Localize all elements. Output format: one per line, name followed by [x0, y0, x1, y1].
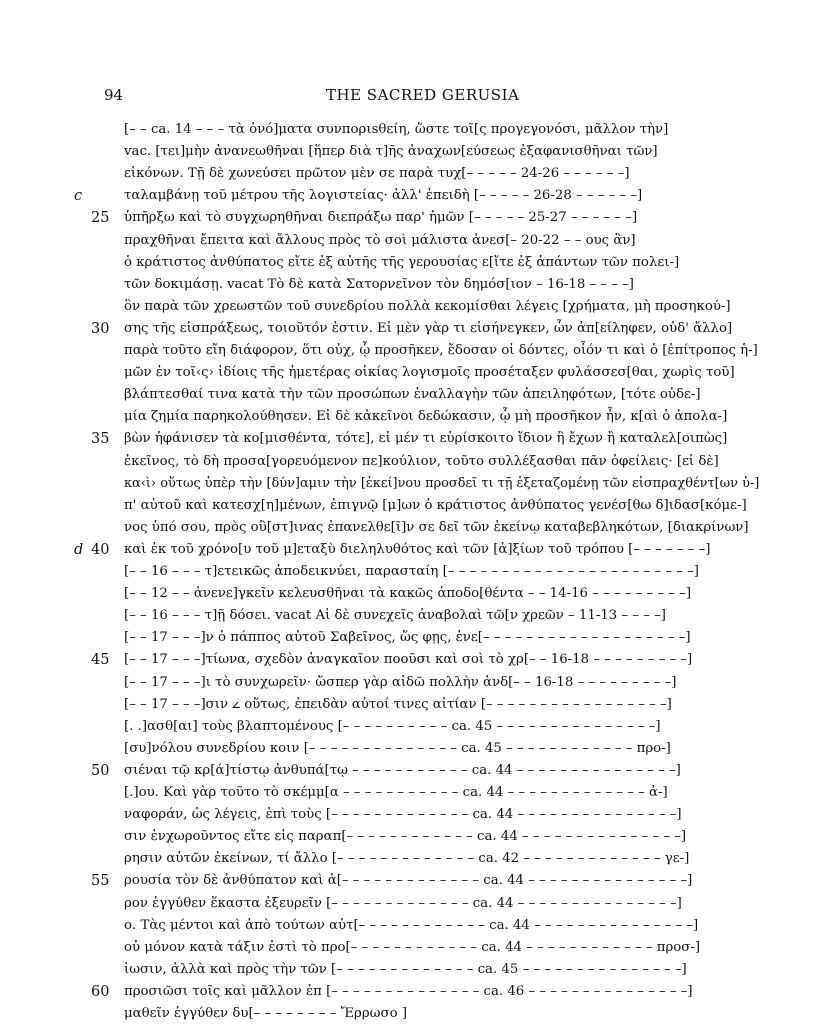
text-line: οὐ μόνον κατὰ τάξιν ἐστὶ τὸ προ[– – – – – – – – – – – – ca. 44 – – – – – – – – – – – – προσ-]	[124, 939, 701, 955]
text-line: [– – 16 – – – τ]ετεικῶς ἀποδεικνύει, παρασταίη [– – – – – – – – – – – – – – – – – – – – – – –]	[124, 564, 699, 579]
text-line: μῶν ἐν τοῖ‹ς› ἰδίοις τῆς ἡμετέρας οἰκίας λογισμοῖς προσέταξεν φυλάσσεσ[θαι, χωρὶς τοῦ]	[124, 365, 735, 381]
text-line: ταλαμβάνῃ τοῦ μέτρου τῆς λογιστείας· ἀλλ' ἐπειδὴ [– – – – – 26-28 – – – – – –]	[124, 188, 643, 204]
text-line: βλάπτεσθαί τινα κατὰ τὴν τῶν προσώπων ἐναλλαγὴν τῶν ἀπειληφότων, [τότε οὐδε-]	[124, 387, 701, 403]
text-line: ρον ἐγγύθεν ἕκαστα ἐξευρεῖν [– – – – – – – – – – – – – ca. 44 – – – – – – – – – – – – – – –]	[124, 895, 682, 911]
text-line: ἰωσιν, ἀλλὰ καὶ πρὸς τὴν τῶν [– – – – – – – – – – – – – ca. 45 – – – – – – – – – – – – – – –]	[124, 961, 687, 977]
running-title: THE SACRED GERUSIA	[326, 86, 520, 104]
text-line: ὁ κράτιστος ἀνθύπατος εἴτε ἐξ αὐτῆς τῆς γερουσίας ε[ἴτε ἐξ ἁπάντων τῶν πολει-]	[124, 254, 680, 270]
text-line: [– – 17 – – –]ν ὁ πάππος αὐτοῦ Σαβεῖνος, ὥς φῃς, ἐνε[– – – – – – – – – – – – – – – – – – –]	[124, 630, 691, 646]
text-line: σης τῆς εἰσπράξεως, τοιοῦτόν ἐστιν. Εἰ μὲν γὰρ τι εἰσήνεγκεν, ὧν ἀπ[είληφεν, οὐδ' ἄλλο]	[124, 320, 733, 336]
page-number: 94	[104, 86, 124, 104]
text-line: σιέναι τῷ κρ[ά]τίστῳ ἀνθυπά[τῳ – – – – – – – – – – – ca. 44 – – – – – – – – – – – – – – –]	[124, 762, 681, 778]
text-line: [– – ca. 14 – – – τὰ ὀνό]ματα συνποριsθείη, ὥστε τοῖ[ς προγεγονόσι, μᾶλλον τὴν]	[124, 122, 669, 137]
line-number: 50	[91, 762, 110, 779]
line-number: 40	[91, 541, 110, 558]
margin-letter: d	[74, 541, 84, 558]
text-line: νος ὑπό σου, πρὸς οὓ[στ]ινας ἐπανελθε[ῖ]ν σε δεῖ τῶν ἐκείνῳ καταβεβληκότων, [διακρίνων]	[124, 519, 749, 535]
text-line: ἐκεῖνος, τὸ δὴ προσα[γορευόμενον πε]κούλιον, τοῦτο συλλέξασθαι πᾶν ὀφείλεις· [εἰ δὲ]	[124, 453, 719, 469]
text-line: μαθεῖν ἐγγύθεν δυ[– – – – – – – – Ἔρρωσο ]	[124, 1006, 408, 1021]
line-number: 30	[91, 320, 110, 337]
text-line: τῶν δοκιμάσῃ. vacat Τὸ δὲ κατὰ Σατορνεῖνον τὸν δημόσ[ιον – 16-18 – – – –]	[124, 276, 634, 292]
text-line: μία ζημία παρηκολούθησεν. Εἰ δὲ κἀκεῖνοι δεδώκασιν, ᾧ μὴ προσῆκον ἦν, κ[αὶ ὁ ἀπολα-]	[124, 409, 728, 425]
text-line: [. .]ασθ[αι] τοὺς βλαπτομένους [– – – – – – – – – – ca. 45 – – – – – – – – – – – – – – –]	[124, 718, 661, 734]
text-line: [– – 17 – – –]σιν 𐅵 οὕτως, ἐπειδὰν αὐτοί τινες αἰτίαν [– – – – – – – – – – – – – – – – –]	[124, 696, 672, 712]
text-line: [.]ου. Καὶ γὰρ τοῦτο τὸ σκέμμ[α – – – – – – – – – – – ca. 44 – – – – – – – – – – – – – ἀ-]	[124, 785, 668, 800]
text-line: [– – 16 – – – τ]ῇ δόσει. vacat Αἱ δὲ συνεχεῖς ἀναβολαὶ τῶ[ν χρεῶν – 11-13 – – – –]	[124, 608, 666, 624]
text-line: εἰκόνων. Τῇ δὲ χωνεύσει πρῶτον μὲν σε παρὰ τυχ[– – – – – 24-26 – – – – – –]	[124, 166, 630, 182]
text-line: π' αὐτοῦ καὶ κατεσχ[η]μένων, ἐπιγνῷ [μ]ων ὁ κράτιστος ἀνθύπατος γενέσ[θω δ]ιδασ[κόμε-]	[124, 497, 747, 513]
text-line: vac. [τει]μὴν ἀνανεωθῆναι [ἥπερ διὰ τ]ῆς ἀναχων[εύσεως ἐξαφανισθῆναι τῶν]	[124, 144, 658, 160]
line-number: 45	[91, 652, 110, 669]
text-line: πραχθῆναι ἔπειτα καὶ ἄλλους πρὸς τὸ σοὶ μάλιστα ἀνεσ[– 20-22 – – ους ἂν]	[124, 232, 636, 248]
text-line: ναφοράν, ὡς λέγεις, ἐπὶ τοὺς [– – – – – – – – – – – – – ca. 44 – – – – – – – – – – – – – – –]	[124, 807, 682, 823]
line-number: 35	[91, 431, 110, 448]
margin-letter: c	[74, 188, 83, 205]
text-line: παρὰ τοῦτο εἴη διάφορον, ὅτι οὐχ, ᾧ προσῆκεν, ἔδοσαν οἱ δόντες, οἷόν τι καὶ ὁ [ἐπίτροπος ἡ-]	[124, 343, 758, 358]
text-line: [– – 17 – – –]ι τὸ συνχωρεῖν· ὥσπερ γὰρ αἰδῶ πολλὴν ἀνδ[– – 16-18 – – – – – – – – –]	[124, 674, 677, 690]
line-number: 60	[91, 983, 110, 1000]
text-line: σιν ἐνχωροῦντος εἴτε εἰς παραπ[– – – – – – – – – – – – ca. 44 – – – – – – – – – – – – – – –]	[124, 829, 687, 845]
line-number: 25	[91, 210, 110, 227]
text-line: ρουσία τὸν δὲ ἀνθύπατον καὶ ἀ[– – – – – – – – – – – – – ca. 44 – – – – – – – – – – – – – – –]	[124, 873, 693, 889]
line-number: 55	[91, 873, 110, 890]
text-line: κα‹ὶ› οὕτως ὑπὲρ τὴν [δύν]αμιν τὴν [ἐκεί]νου προσδεῖ τι τῇ ἐξεταζομένῃ τῶν εἰσπραχθέντ[ων ὑ-]	[124, 475, 760, 491]
text-line: ὑπῆρξω καὶ τὸ συγχωρηθῆναι διεπράξω παρ' ἡμῶν [– – – – – 25-27 – – – – – –]	[124, 210, 638, 226]
text-line: καὶ ἐκ τοῦ χρόνο[υ τοῦ μ]εταξὺ διεληλυθότος καὶ τῶν [ἀ]ξίων τοῦ τρόπου [– – – – – – –]	[124, 541, 711, 557]
text-line: [– – 12 – – ἀνενε]γκεῖν κελευσθῆναι τὰ κακῶς ἀποδο[θέντα – – 14-16 – – – – – – – – –]	[124, 586, 692, 602]
text-line: βὼν ἠφάνισεν τὰ κο[μισθέντα, τότε], εἰ μέν τι εὑρίσκοιτο ἴδιον ἢ ἔχων ἢ καταλελ[οιπὼς]	[124, 431, 728, 447]
text-line: ο. Τὰς μέντοι καὶ ἀπὸ τούτων αὐτ[– – – – – – – – – – – – ca. 44 – – – – – – – – – – – – – – –]	[124, 917, 699, 933]
text-line: ὃν παρὰ τῶν χρεωστῶν τοῦ συνεδρίου πολλὰ κεκομίσθαι λέγεις [χρήματα, μὴ προσηκού-]	[124, 298, 731, 314]
text-line: [συ]νόλου συνεδρίου κοιν [– – – – – – – – – – – – – – ca. 45 – – – – – – – – – – – – προ-]	[124, 740, 671, 756]
text-line: [– – 17 – – –]τίωνα, σχεδὸν ἀναγκαῖον ποοῦσι καὶ σοὶ τὸ χρ[– – 16-18 – – – – – – – – –]	[124, 652, 693, 668]
text-line: προσιῶσι τοῖς καὶ μᾶλλον ἐπ [– – – – – – – – – – – – – – ca. 46 – – – – – – – – – – – – – – –]	[124, 983, 693, 999]
text-line: ρησιν αὐτῶν ἐκείνων, τί ἄλλο [– – – – – – – – – – – – – ca. 42 – – – – – – – – – – – – – γε-]	[124, 851, 690, 867]
